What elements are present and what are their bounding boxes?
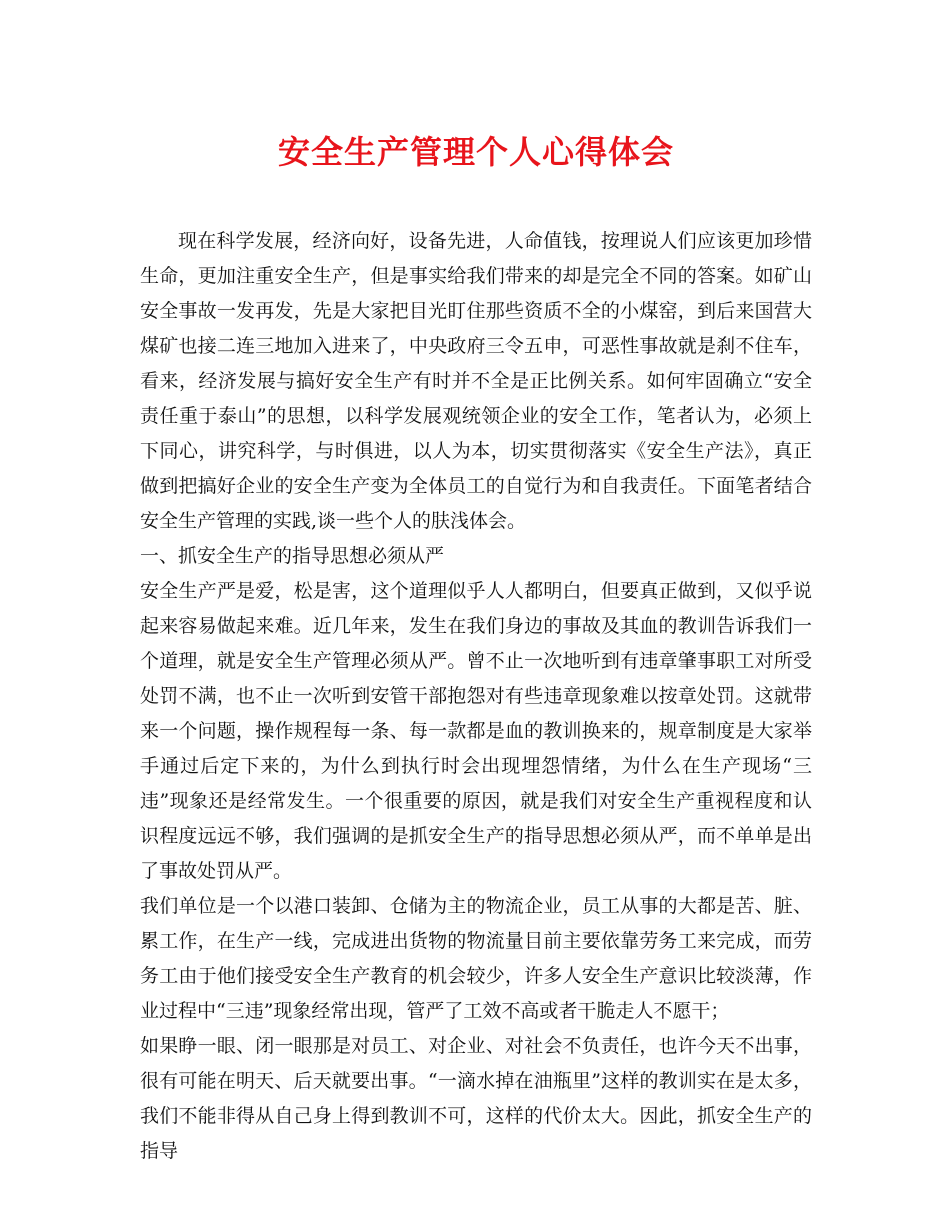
- paragraph-responsibility: 如果睁一眼、闭一眼那是对员工、对企业、对社会不负责任，也许今天不出事，很有可能在明天、后天就要出事。“一滴水掉在油瓶里”这样的教训实在是太多，我们不能非得从自己身上得到教训不可，这样的代价太大。因此，抓安全生产的指导: [140, 1035, 812, 1162]
- paragraph-intro: 现在科学发展，经济向好，设备先进，人命值钱，按理说人们应该更加珍惜生命，更加注重安全生产，但是事实给我们带来的却是完全不同的答案。如矿山安全事故一发再发，先是大家把目光盯住那些资质不全的小煤窑，到后来国营大煤矿也接二连三地加入进来了，中央政府三令五申，可恶性事故就是刹不住车，看来，经济发展与搞好安全生产有时并不全是正比例关系。如何牢固确立“安全责任重于泰山”的思想，以科学发展观统领企业的安全工作，笔者认为，必须上下同心，讲究科学，与时俱进，以人为本，切实贯彻落实《安全生产法》，真正做到把搞好企业的安全生产变为全体员工的自觉行为和自我责任。下面笔者结合安全生产管理的实践,谈一些个人的肤浅体会。: [140, 230, 812, 532]
- document-page: [140, 120, 812, 1169]
- paragraph-company: 我们单位是一个以港口装卸、仓储为主的物流企业，员工从事的大都是苦、脏、累工作，在生产一线，完成进出货物的物流量目前主要依靠劳务工来完成，而劳务工由于他们接受安全生产教育的机会较少，许多人安全生产意识比较淡薄，作业过程中“三违”现象经常出现，管严了工效不高或者干脆走人不愿干；: [140, 895, 812, 1022]
- section-heading-1: 一、抓安全生产的指导思想必须从严: [140, 545, 445, 567]
- paragraph-strictness: 安全生产严是爱，松是害，这个道理似乎人人都明白，但要真正做到，又似乎说起来容易做起来难。近几年来，发生在我们身边的事故及其血的教训告诉我们一个道理，就是安全生产管理必须从严。曾不止一次地听到有违章肇事职工对所受处罚不满，也不止一次听到安管干部抱怨对有些违章现象难以按章处罚。这就带来一个问题，操作规程每一条、每一款都是血的教训换来的，规章制度是大家举手通过后定下来的，为什么到执行时会出现埋怨情绪，为什么在生产现场“三违”现象还是经常发生。一个很重要的原因，就是我们对安全生产重视程度和认识程度远远不够，我们强调的是抓安全生产的指导思想必须从严，而不单单是出了事故处罚从严。: [140, 580, 812, 882]
- document-title: 安全生产管理个人心得体会: [277, 133, 674, 171]
